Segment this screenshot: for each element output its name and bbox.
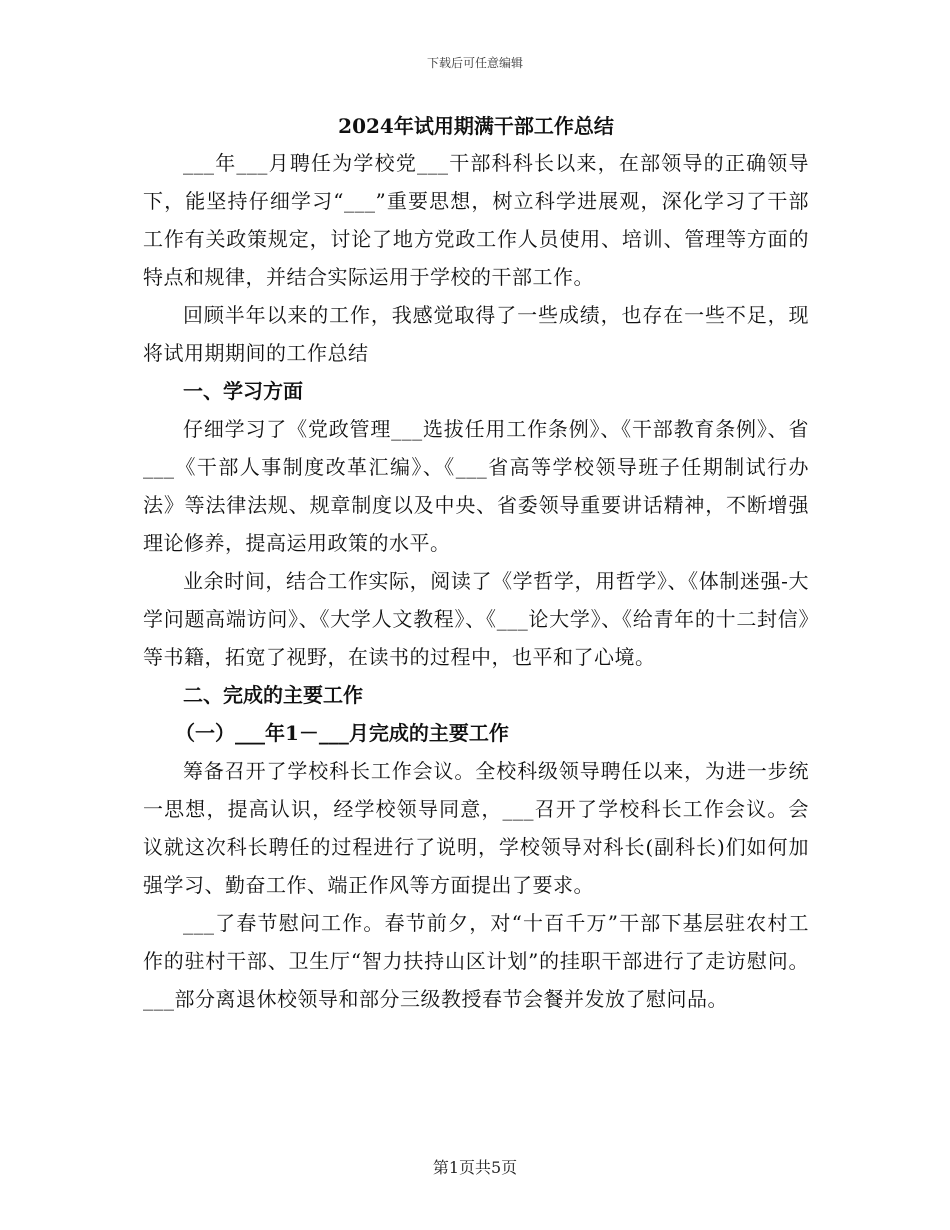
intro-paragraph-2: 回顾半年以来的工作，我感觉取得了一些成绩，也存在一些不足，现将试用期期间的工作总结	[143, 303, 809, 365]
study-paragraph-2: 业余时间，结合工作实际，阅读了《学哲学，用哲学》、《体制迷强-大学问题高端访问》、《大学人文教程》、《___论大学》、《给青年的十二封信》等书籍，拓宽了视野，在读书的过程中，也平和了心境。	[143, 569, 809, 669]
work-paragraph-1: 筹备召开了学校科长工作会议。全校科级领导聘任以来，为进一步统一思想，提高认识，经学校领导同意，___召开了学校科长工作会议。会议就这次科长聘任的过程进行了说明，学校领导对科长(副科长)们如何加强学习、勤奋工作、端正作风等方面提出了要求。	[143, 759, 809, 897]
work-paragraph-2: ___了春节慰问工作。春节前夕，对“十百千万”干部下基层驻农村工作的驻村干部、卫生厅“智力扶持山区计划”的挂职干部进行了走访慰问。___部分离退休校领导和部分三级教授春节会餐并发放了慰问品。	[143, 911, 809, 1011]
page-footer: 第1页共5页	[432, 1158, 518, 1177]
study-paragraph-1: 仔细学习了《党政管理___选拔任用工作条例》、《干部教育条例》、省___《干部人事制度改革汇编》、《___省高等学校领导班子任期制试行办法》等法律法规、规章制度以及中央、省委领导重要讲话精神，不断增强理论修养，提高运用政策的水平。	[143, 417, 809, 555]
subsection-heading-1: （一）___年1－___月完成的主要工作	[175, 721, 509, 745]
intro-paragraph-1: ___年___月聘任为学校党___干部科科长以来，在部领导的正确领导下，能坚持仔细学习“___”重要思想，树立科学进展观，深化学习了干部工作有关政策规定，讨论了地方党政工作人员使用、培训、管理等方面的特点和规律，并结合实际运用于学校的干部工作。	[143, 151, 809, 289]
header-note: 下载后可任意编辑	[426, 56, 523, 70]
document-title: 2024年试用期满干部工作总结	[338, 114, 614, 138]
section-heading-study: 一、学习方面	[183, 379, 303, 403]
section-heading-main-work: 二、完成的主要工作	[183, 683, 363, 707]
document-body	[143, 110, 809, 1018]
